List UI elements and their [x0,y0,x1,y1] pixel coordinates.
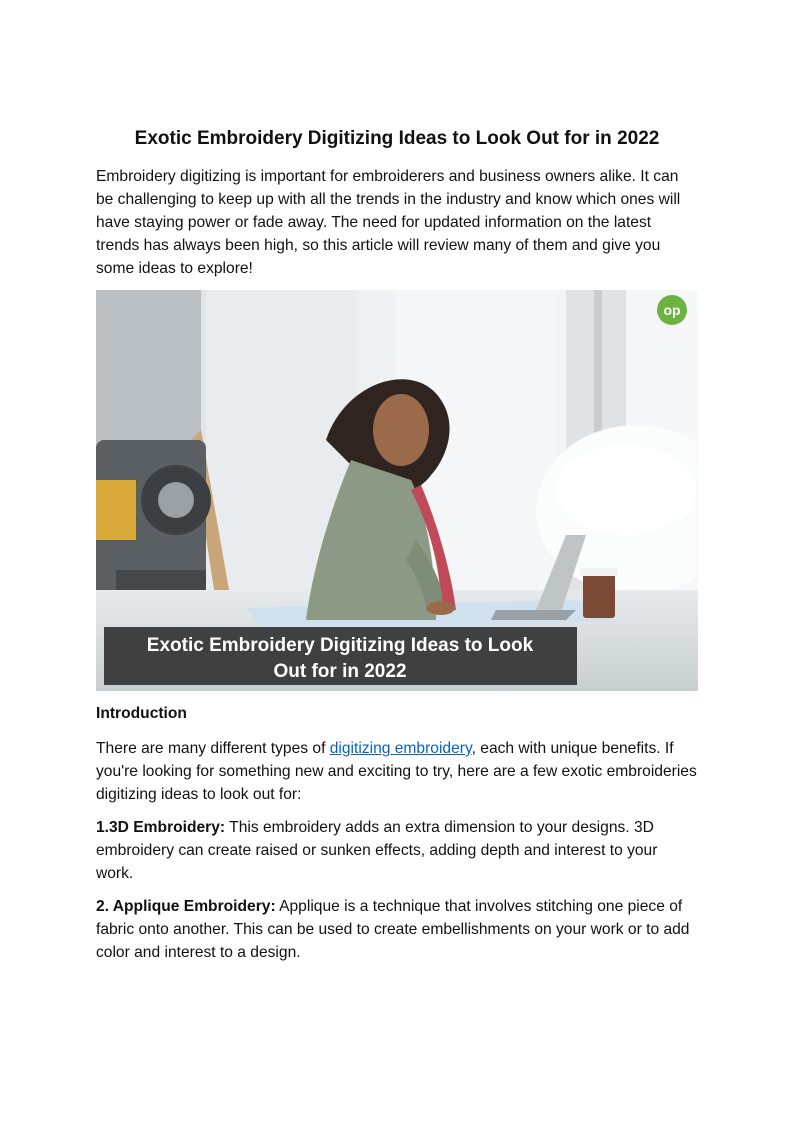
item-label: 2. Applique Embroidery: [96,898,276,915]
list-item [96,816,698,885]
svg-text:op: op [663,302,681,318]
introduction-paragraph [96,737,698,806]
hero-image [96,290,698,691]
caption-line-2: Out for in 2022 [273,661,407,682]
item-label: 1.3D Embroidery: [96,819,226,836]
introduction-heading: Introduction [96,705,187,722]
intro-text-after-link: , each with unique benefits. If you're looking for something new and exciting to try, here are a few exotic embroideries digitizing ideas to look out for: [96,740,697,803]
sewing-machine [96,440,211,610]
brand-logo-icon [657,295,687,325]
item-text: Applique is a technique that involves stitching one piece of fabric onto another. This can be used to create embellishments on your work or to add color and interest to a design. [96,898,690,961]
intro-paragraph: Embroidery digitizing is important for embroiderers and business owners alike. It can be challenging to keep up with all the trends in the industry and know which ones will have staying power or fade away. The need for updated information on the latest trends has always been high, so this article will review many of them and give you some ideas to explore! [96,168,681,277]
coffee-cup [580,568,618,618]
page-title: Exotic Embroidery Digitizing Ideas to Look Out for in 2022 [134,128,660,149]
item-text: This embroidery adds an extra dimension to your designs. 3D embroidery can create raised or sunken effects, adding depth and interest to your work. [96,819,658,882]
digitizing-embroidery-link[interactable]: digitizing embroidery [329,740,472,757]
intro-text-before-link: There are many different types of [96,740,330,757]
caption-line-1: Exotic Embroidery Digitizing Ideas to Look [146,635,534,656]
list-item [96,895,698,964]
